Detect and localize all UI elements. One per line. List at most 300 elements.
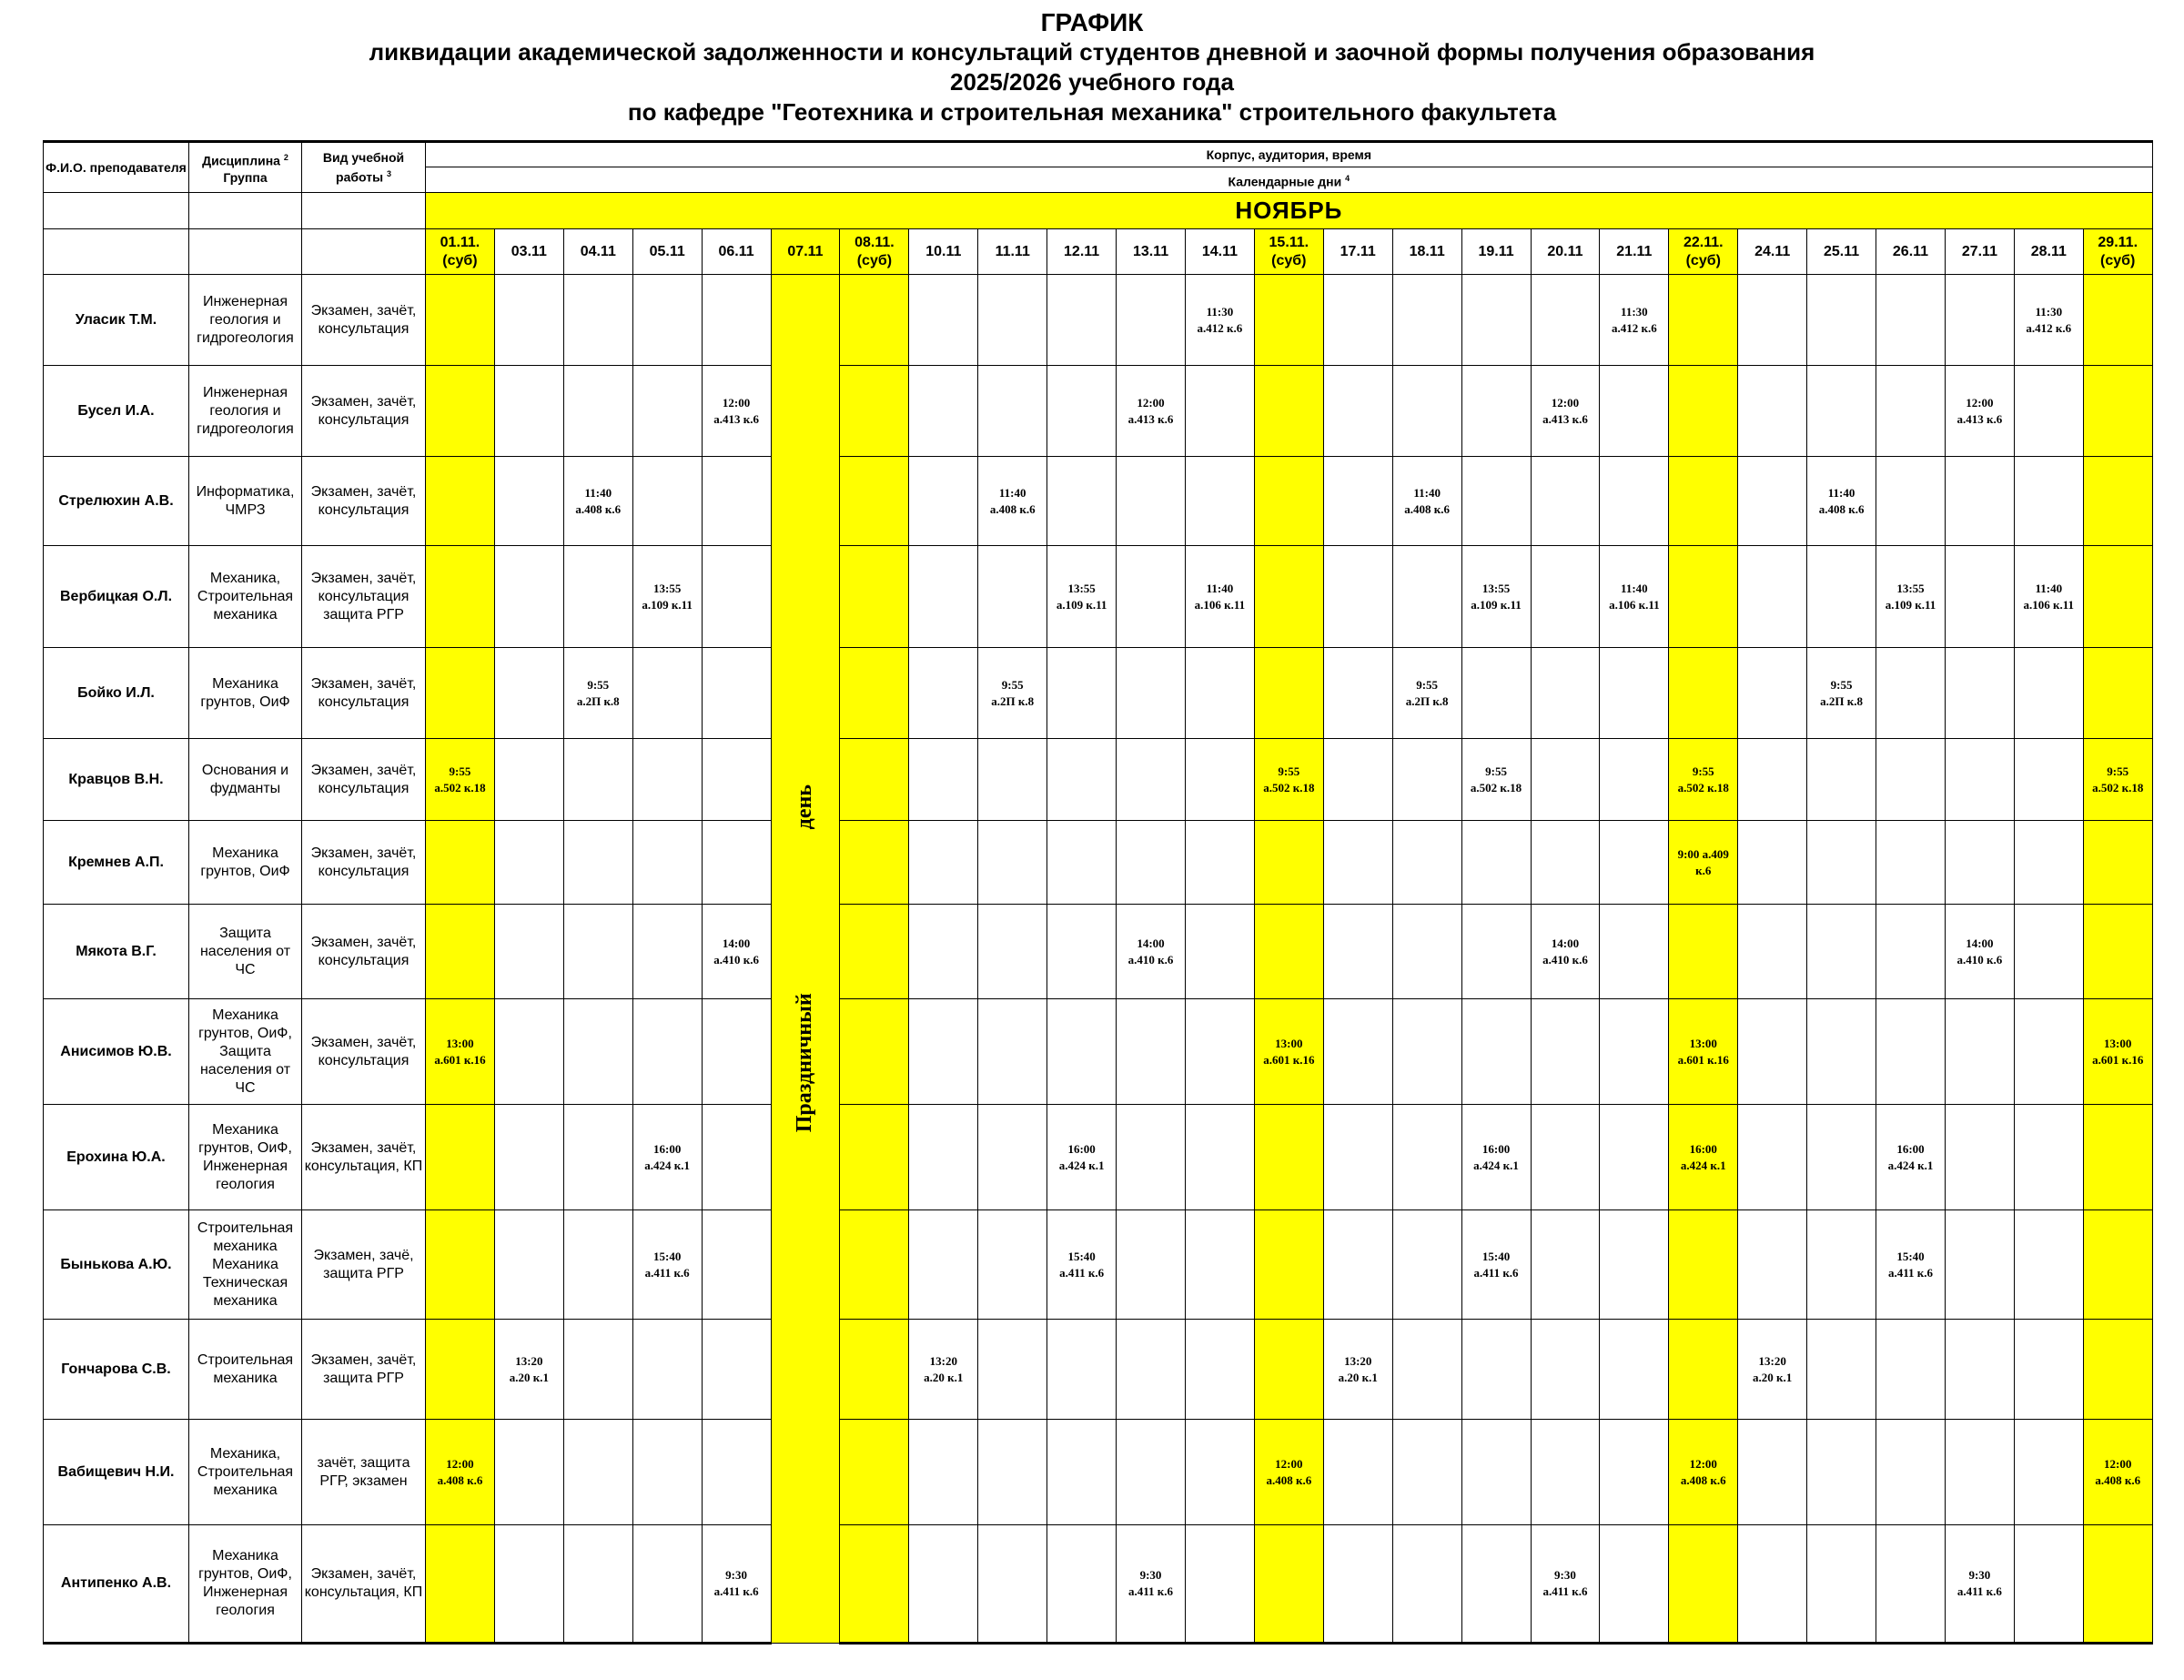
schedule-cell (702, 366, 771, 457)
schedule-cell (1117, 1525, 1186, 1644)
header-calendar-days-text: Календарные дни (1228, 174, 1342, 189)
entry-time: 11:30 (1206, 304, 1234, 319)
schedule-cell (1600, 821, 1669, 905)
entry-room: а.20 к.1 (924, 1370, 964, 1384)
entry-time: 11:40 (1413, 485, 1441, 500)
schedule-cell (1807, 1525, 1876, 1644)
day-header-cell (840, 229, 909, 275)
day-label: 15.11. (1269, 234, 1309, 250)
schedule-cell (978, 275, 1047, 366)
schedule-cell (1254, 821, 1323, 905)
schedule-cell (840, 1525, 909, 1644)
schedule-cell (1392, 1525, 1461, 1644)
schedule-cell (2083, 739, 2152, 821)
schedule-cell (1323, 1105, 1392, 1210)
work-type-cell: Экзамен, зачёт, консультация защита РГР (302, 546, 426, 648)
title-line-3: 2025/2026 учебного года (949, 68, 1235, 96)
entry-room: а.109 к.11 (642, 597, 693, 612)
schedule-cell (632, 739, 702, 821)
day-header-cell (978, 229, 1047, 275)
schedule-cell (1669, 821, 1738, 905)
teacher-name: Бусел И.А. (44, 366, 189, 457)
entry-time: 16:00 (1481, 1141, 1511, 1156)
entry-time: 16:00 (1067, 1141, 1096, 1156)
schedule-cell (563, 1420, 632, 1525)
work-type-cell: зачёт, защита РГР, экзамен (302, 1420, 426, 1525)
discipline-cell: Механика грунтов, ОиФ (189, 821, 302, 905)
schedule-cell (840, 739, 909, 821)
schedule-cell (1254, 366, 1323, 457)
schedule-cell (1669, 905, 1738, 999)
work-type-cell: Экзамен, зачё, защита РГР (302, 1210, 426, 1320)
schedule-cell (426, 999, 495, 1105)
schedule-cell (978, 546, 1047, 648)
schedule-cell (2083, 821, 2152, 905)
schedule-cell (1600, 739, 1669, 821)
entry-room: а.411 к.6 (644, 1265, 690, 1280)
schedule-cell (1323, 1210, 1392, 1320)
schedule-cell (1185, 1525, 1254, 1644)
schedule-cell (1254, 905, 1323, 999)
schedule-cell (494, 1525, 563, 1644)
schedule-cell (1600, 1420, 1669, 1525)
entry-time: 9:55 (1485, 764, 1507, 778)
schedule-cell (909, 821, 978, 905)
day-label: 01.11. (440, 234, 480, 250)
day-header-cell (1185, 229, 1254, 275)
work-type-cell: Экзамен, зачёт, консультация (302, 275, 426, 366)
day-header-cell (494, 229, 563, 275)
day-header-cell (1669, 229, 1738, 275)
schedule-cell (702, 648, 771, 739)
day-header-cell (1047, 229, 1117, 275)
schedule-cell (632, 275, 702, 366)
entry-time: 9:30 (1968, 1568, 1991, 1582)
entry-time: 14:00 (1551, 936, 1580, 950)
work-type-cell: Экзамен, зачёт, консультация (302, 457, 426, 546)
entry-room: а.106 к.11 (1194, 597, 1246, 612)
entry-time: 15:40 (1067, 1249, 1096, 1263)
discipline-cell: Механика, Строительная механика (189, 546, 302, 648)
schedule-cell (909, 457, 978, 546)
header-work-type-sup: 3 (386, 169, 391, 179)
schedule-cell (2014, 546, 2083, 648)
schedule-cell (1945, 546, 2014, 648)
schedule-cell (1807, 648, 1876, 739)
entry-time: 12:00 (1689, 1456, 1717, 1471)
schedule-cell (702, 275, 771, 366)
day-label: 25.11 (1824, 243, 1860, 259)
schedule-cell (1254, 999, 1323, 1105)
schedule-cell (426, 546, 495, 648)
entry-time: 12:00 (446, 1456, 474, 1471)
teacher-name: Уласик Т.М. (44, 275, 189, 366)
day-header-cell (1945, 229, 2014, 275)
entry-time: 11:30 (1621, 304, 1648, 319)
schedule-cell (2083, 1320, 2152, 1420)
holiday-word-1: Праздничный (793, 993, 817, 1133)
schedule-cell (1323, 366, 1392, 457)
entry-room: а.601 к.16 (2092, 1052, 2144, 1067)
schedule-cell (1047, 905, 1117, 999)
schedule-cell (1323, 1320, 1392, 1420)
entry-room: а.408 к.6 (2095, 1473, 2141, 1487)
schedule-cell (909, 1210, 978, 1320)
schedule-cell (1945, 905, 2014, 999)
schedule-cell (1600, 1210, 1669, 1320)
day-label: 24.11 (1754, 243, 1791, 259)
schedule-cell (1669, 275, 1738, 366)
header-building (426, 142, 2153, 167)
schedule-cell (1461, 457, 1531, 546)
schedule-cell (840, 648, 909, 739)
schedule-cell (1600, 1525, 1669, 1644)
schedule-cell (1254, 1210, 1323, 1320)
day-label: 08.11. (854, 234, 895, 250)
schedule-cell (1185, 648, 1254, 739)
schedule-cell (1876, 821, 1946, 905)
schedule-cell (2083, 1525, 2152, 1644)
entry-room: а.413 к.6 (1542, 411, 1588, 426)
day-header-cell (1600, 229, 1669, 275)
day-label: 19.11 (1478, 243, 1514, 259)
schedule-cell (1047, 1420, 1117, 1525)
discipline-cell: Защита населения от ЧС (189, 905, 302, 999)
header-fio (44, 142, 189, 193)
schedule-cell (1117, 905, 1186, 999)
day-row-spacer (302, 229, 426, 275)
schedule-cell (1669, 999, 1738, 1105)
schedule-cell (1392, 905, 1461, 999)
entry-time: 13:00 (1275, 1036, 1303, 1050)
schedule-cell (1669, 546, 1738, 648)
day-header-cell (909, 229, 978, 275)
schedule-cell (1531, 821, 1600, 905)
schedule-cell (1117, 821, 1186, 905)
day-sublabel: (суб) (1271, 252, 1307, 268)
discipline-cell: Механика грунтов, ОиФ, Инженерная геология (189, 1525, 302, 1644)
discipline-cell: Инженерная геология и гидрогеология (189, 366, 302, 457)
schedule-cell (1323, 739, 1392, 821)
schedule-cell (1531, 457, 1600, 546)
entry-time: 11:40 (998, 485, 1026, 500)
schedule-cell (1945, 999, 2014, 1105)
work-type-cell: Экзамен, зачёт, консультация (302, 905, 426, 999)
schedule-cell (2083, 1210, 2152, 1320)
schedule-cell (632, 366, 702, 457)
schedule-cell (1945, 1320, 2014, 1420)
day-header-cell (1876, 229, 1946, 275)
schedule-cell (1047, 275, 1117, 366)
schedule-cell (632, 1525, 702, 1644)
schedule-cell (1600, 546, 1669, 648)
work-type-cell: Экзамен, зачёт, консультация (302, 999, 426, 1105)
entry-room: а.106 к.11 (2023, 597, 2075, 612)
work-type-cell: Экзамен, зачёт, консультация, КП (302, 1105, 426, 1210)
entry-time: 13:55 (1896, 581, 1925, 595)
entry-time: 16:00 (1896, 1141, 1925, 1156)
schedule-cell (1117, 999, 1186, 1105)
schedule-cell (1738, 1420, 1807, 1525)
schedule-cell (632, 648, 702, 739)
schedule-cell (563, 275, 632, 366)
schedule-cell (1945, 821, 2014, 905)
holiday-label (772, 275, 840, 1643)
entry-time: 13:55 (1067, 581, 1096, 595)
schedule-cell (1945, 366, 2014, 457)
schedule-cell (1945, 1420, 2014, 1525)
day-header-cell (1807, 229, 1876, 275)
entry-time: 9:55 (449, 764, 471, 778)
schedule-cell (702, 1420, 771, 1525)
schedule-cell (426, 739, 495, 821)
schedule-cell (909, 1320, 978, 1420)
schedule-cell (1876, 366, 1946, 457)
day-sublabel: (суб) (1685, 252, 1721, 268)
entry-room: а.601 к.16 (1677, 1052, 1729, 1067)
day-label: 06.11 (718, 243, 754, 259)
schedule-cell (563, 457, 632, 546)
entry-room: а.410 к.6 (1542, 952, 1588, 967)
schedule-cell (1254, 546, 1323, 648)
schedule-cell (632, 1105, 702, 1210)
schedule-cell (1531, 999, 1600, 1105)
day-label: 07.11 (787, 243, 824, 259)
schedule-cell (1392, 366, 1461, 457)
schedule-cell (1117, 739, 1186, 821)
schedule-cell (978, 1320, 1047, 1420)
entry-time: 12:00 (1966, 395, 1994, 410)
day-header-cell (563, 229, 632, 275)
schedule-cell (2014, 1420, 2083, 1525)
teacher-name: Ерохина Ю.А. (44, 1105, 189, 1210)
entry-room: а.408 к.6 (1404, 501, 1451, 516)
schedule-cell (702, 1525, 771, 1644)
schedule-cell (1738, 366, 1807, 457)
schedule-cell (1600, 648, 1669, 739)
entry-time: 14:00 (1137, 936, 1165, 950)
work-type-cell: Экзамен, зачёт, консультация, КП (302, 1525, 426, 1644)
day-label: 21.11 (1616, 243, 1653, 259)
discipline-cell: Информатика, ЧМРЗ (189, 457, 302, 546)
schedule-cell (702, 905, 771, 999)
document-title-block (0, 7, 2184, 127)
entry-room: а.413 к.6 (1956, 411, 2003, 426)
schedule-cell (1738, 457, 1807, 546)
entry-room: а.408 к.6 (1680, 1473, 1726, 1487)
schedule-cell (1047, 457, 1117, 546)
entry-time: 9:55 (1278, 764, 1300, 778)
entry-room: а.424 к.1 (1058, 1158, 1105, 1172)
schedule-cell (1047, 999, 1117, 1105)
schedule-cell (1117, 457, 1186, 546)
schedule-cell (1669, 1105, 1738, 1210)
header-discipline-text: Дисциплина (202, 153, 280, 168)
schedule-cell (632, 1420, 702, 1525)
schedule-cell (632, 905, 702, 999)
entry-room: а.413 к.6 (713, 411, 759, 426)
entry-time: 13:20 (515, 1353, 543, 1368)
discipline-cell: Механика, Строительная механика (189, 1420, 302, 1525)
schedule-cell (702, 1210, 771, 1320)
schedule-cell (2014, 999, 2083, 1105)
schedule-cell (840, 1210, 909, 1320)
schedule-cell (1185, 1320, 1254, 1420)
schedule-cell (1876, 648, 1946, 739)
schedule-cell (1876, 457, 1946, 546)
schedule-cell (1945, 739, 2014, 821)
teacher-row (44, 275, 2153, 366)
schedule-cell (1461, 1105, 1531, 1210)
schedule-cell (1461, 1320, 1531, 1420)
day-label: 26.11 (1892, 243, 1929, 259)
day-header-cell (426, 229, 495, 275)
entry-room: а.411 к.6 (1473, 1265, 1519, 1280)
schedule-cell (1254, 648, 1323, 739)
schedule-cell (909, 366, 978, 457)
teacher-name: Антипенко А.В. (44, 1525, 189, 1644)
schedule-cell (1876, 546, 1946, 648)
schedule-cell (494, 1105, 563, 1210)
schedule-cell (978, 648, 1047, 739)
entry-room: а.109 к.11 (1056, 597, 1107, 612)
schedule-cell (702, 821, 771, 905)
schedule-cell (840, 1320, 909, 1420)
schedule-cell (1392, 546, 1461, 648)
header-group-text: Группа (223, 169, 268, 185)
day-header-cell (1531, 229, 1600, 275)
schedule-cell (1531, 1525, 1600, 1644)
entry-room: а.502 к.18 (1263, 780, 1315, 794)
entry-room: а.2П к.8 (991, 693, 1035, 708)
teacher-name: Вабищевич Н.И. (44, 1420, 189, 1525)
teacher-row (44, 1105, 2153, 1210)
schedule-cell (494, 905, 563, 999)
header-work-type-text: Вид учебной работы (322, 150, 405, 185)
schedule-cell (1117, 1320, 1186, 1420)
schedule-cell (1323, 1525, 1392, 1644)
teacher-name: Анисимов Ю.В. (44, 999, 189, 1105)
schedule-cell (632, 1320, 702, 1420)
discipline-cell: Строительная механика Механика Техническая механика (189, 1210, 302, 1320)
schedule-cell (2014, 1210, 2083, 1320)
schedule-cell (563, 648, 632, 739)
day-header-cell (2083, 229, 2152, 275)
schedule-cell (563, 546, 632, 648)
schedule-cell (1807, 546, 1876, 648)
entry-room: а.601 к.16 (434, 1052, 486, 1067)
schedule-cell (1600, 366, 1669, 457)
schedule-cell (426, 905, 495, 999)
schedule-cell (1185, 739, 1254, 821)
header-calendar-days (426, 167, 2153, 193)
entry-room: а.601 к.16 (1263, 1052, 1315, 1067)
schedule-cell (2014, 1320, 2083, 1420)
day-sublabel: (суб) (2100, 252, 2136, 268)
schedule-cell (632, 1210, 702, 1320)
entry-time: 13:00 (1689, 1036, 1717, 1050)
schedule-cell (1117, 1105, 1186, 1210)
schedule-cell (1117, 275, 1186, 366)
schedule-cell (978, 999, 1047, 1105)
schedule-cell (840, 1105, 909, 1210)
schedule-cell (1392, 457, 1461, 546)
schedule-cell (2083, 1105, 2152, 1210)
schedule-cell (1185, 546, 1254, 648)
teacher-row (44, 457, 2153, 546)
schedule-cell (2083, 546, 2152, 648)
title-line-2: ликвидации академической задолженности и консультаций студентов дневной и заочной формы получения образования (369, 38, 1815, 66)
entry-time: 13:00 (446, 1036, 474, 1050)
day-header-cell (771, 229, 840, 275)
schedule-cell (563, 905, 632, 999)
entry-room: а.502 к.18 (1470, 780, 1522, 794)
day-label: 18.11 (1409, 243, 1445, 259)
schedule-cell (1461, 1210, 1531, 1320)
schedule-cell (563, 1320, 632, 1420)
entry-time: 9:30 (1554, 1568, 1576, 1582)
entry-room: а.424 к.1 (1473, 1158, 1519, 1172)
schedule-cell (1392, 1420, 1461, 1525)
teacher-row (44, 1525, 2153, 1644)
schedule-cell (978, 1420, 1047, 1525)
schedule-cell (1185, 821, 1254, 905)
entry-room: а.412 к.6 (1611, 320, 1657, 335)
entry-time: 11:40 (1827, 485, 1855, 500)
entry-time: 9:00 а.409 (1677, 846, 1729, 861)
entry-time: 9:55 (2107, 764, 2129, 778)
day-label: 20.11 (1547, 243, 1583, 259)
schedule-cell (632, 999, 702, 1105)
entry-room: а.412 к.6 (2026, 320, 2072, 335)
teacher-row (44, 739, 2153, 821)
schedule-cell (1807, 821, 1876, 905)
entry-room: а.412 к.6 (1197, 320, 1243, 335)
schedule-cell (2083, 457, 2152, 546)
title-line-1: ГРАФИК (1040, 8, 1144, 36)
schedule-cell (1531, 1105, 1600, 1210)
entry-room: а.502 к.18 (2092, 780, 2144, 794)
discipline-cell: Механика грунтов, ОиФ (189, 648, 302, 739)
schedule-cell (494, 457, 563, 546)
entry-room: а.502 к.18 (1677, 780, 1729, 794)
schedule-cell (1669, 1320, 1738, 1420)
entry-room: а.109 к.11 (1471, 597, 1522, 612)
entry-room: а.408 к.6 (437, 1473, 483, 1487)
schedule-cell (1047, 1210, 1117, 1320)
day-label: 11.11 (995, 243, 1030, 259)
schedule-cell (1323, 999, 1392, 1105)
discipline-cell: Инженерная геология и гидрогеология (189, 275, 302, 366)
schedule-cell (1876, 1210, 1946, 1320)
schedule-cell (1461, 648, 1531, 739)
schedule-cell (1738, 905, 1807, 999)
entry-room: а.109 к.11 (1885, 597, 1936, 612)
schedule-cell (1047, 366, 1117, 457)
schedule-cell (1807, 366, 1876, 457)
work-type-cell: Экзамен, зачёт, консультация (302, 821, 426, 905)
teacher-row (44, 905, 2153, 999)
schedule-cell (1807, 905, 1876, 999)
schedule-cell (1461, 821, 1531, 905)
entry-room: а.413 к.6 (1127, 411, 1174, 426)
entry-time: 9:55 (1830, 677, 1853, 692)
month-label: НОЯБРЬ (426, 193, 2153, 229)
schedule-cell (494, 821, 563, 905)
schedule-cell (909, 1420, 978, 1525)
entry-time: 9:30 (725, 1568, 747, 1582)
schedule-cell (1807, 1320, 1876, 1420)
